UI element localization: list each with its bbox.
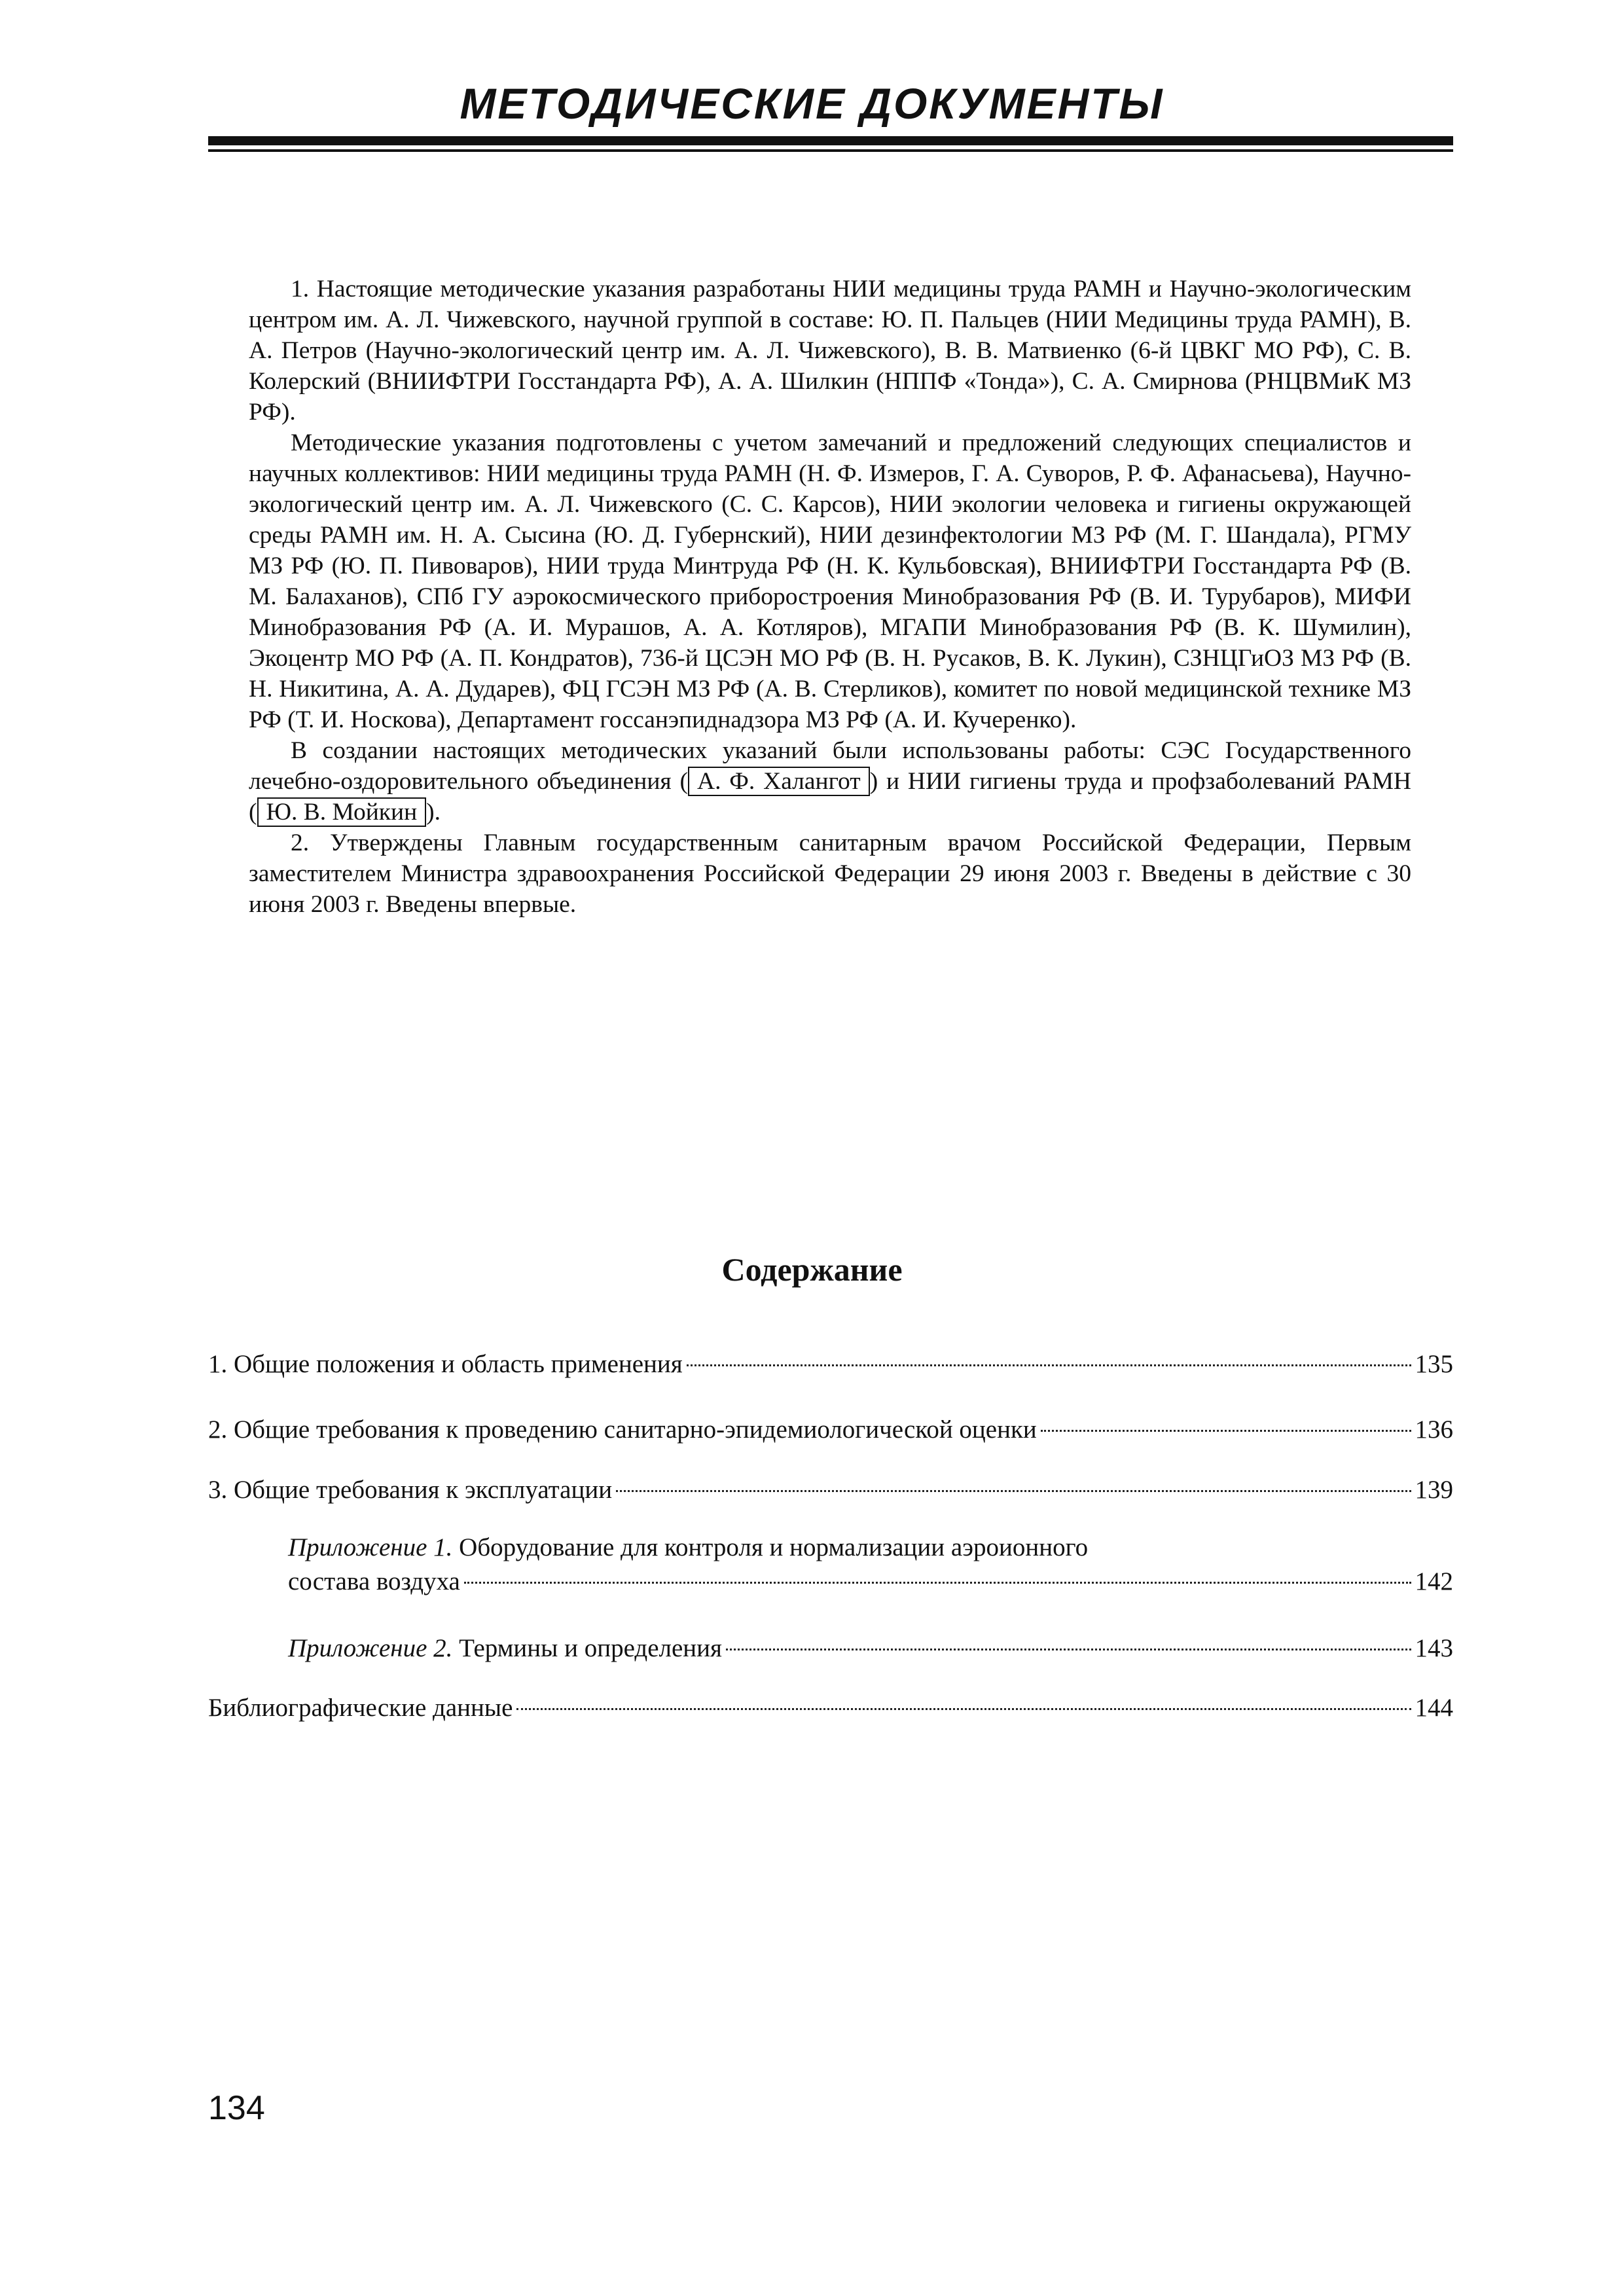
- toc-leader-dots: [1041, 1430, 1411, 1432]
- toc-leader-dots: [726, 1649, 1411, 1650]
- toc-leader-dots: [516, 1708, 1411, 1710]
- toc-item-text: 1. Общие положения и область применения: [208, 1350, 683, 1378]
- toc-item-text: 2. Общие требования к проведению санитарно-эпидемиологической оценки: [208, 1415, 1037, 1444]
- header-rule-thin: [208, 149, 1453, 152]
- toc-item-text: [288, 1633, 722, 1664]
- boxed-name-khalangot: А. Ф. Халангот: [688, 767, 870, 796]
- toc-item-text: Библиографические данные: [208, 1694, 513, 1722]
- page-header-title: МЕТОДИЧЕСКИЕ ДОКУМЕНТЫ: [460, 79, 1164, 128]
- page-number: 134: [208, 2089, 265, 2127]
- toc-item[interactable]: [208, 1414, 1453, 1446]
- intro-paragraph-1: 1. Настоящие методические указания разработаны НИИ медицины труда РАМН и Научно-экологическим центром им. А. Л. Чижевского, научной группой в составе: Ю. П. Пальцев (НИИ Медицины труда РАМН), В. А. Петров (Научно-экологический центр им. А. Л. Чижевского), В. В. Матвиенко (6-й ЦВКГ МО РФ), С. В. Колерский (ВНИИФТРИ Госстандарта РФ), А. А. Шилкин (НППФ «Тонда»), С. А. Смирнова (РНЦВМиК МЗ РФ).: [249, 276, 1411, 426]
- toc-leader-dots: [464, 1582, 1411, 1584]
- toc-item-page: 136: [1415, 1415, 1453, 1444]
- toc-item-page: 135: [1415, 1350, 1453, 1378]
- toc-item-page: 144: [1415, 1694, 1453, 1722]
- toc-title: Содержание: [721, 1251, 903, 1288]
- toc-appendix-1[interactable]: [288, 1532, 1453, 1563]
- toc-item[interactable]: [208, 1692, 1453, 1724]
- toc-item-page: 139: [1415, 1476, 1453, 1504]
- toc-leader-dots: [616, 1490, 1411, 1492]
- boxed-name-moykin: Ю. В. Мойкин: [257, 797, 427, 827]
- header-rule-thick: [208, 136, 1453, 145]
- toc-appendix-text: Оборудование для контроля и нормализации аэроионного: [452, 1533, 1089, 1561]
- toc-leader-dots: [687, 1364, 1411, 1366]
- toc-item-text: 3. Общие требования к эксплуатации: [208, 1476, 613, 1504]
- p3-text-middle: ) и НИИ гигиены труда и профзаболеваний РАМН (: [249, 768, 1412, 826]
- p3-text-end: ).: [426, 799, 441, 826]
- toc-item[interactable]: [208, 1349, 1453, 1380]
- intro-paragraph-3: [249, 735, 1411, 828]
- toc-item-text: состава воздуха: [288, 1567, 460, 1595]
- intro-paragraph-2: Методические указания подготовлены с учетом замечаний и предложений следующих специалистов и научных коллективов: НИИ медицины труда РАМН (Н. Ф. Измеров, Г. А. Суворов, Р. Ф. Афанасьева), Научно-экологический центр им. А. Л. Чижевского (С. С. Карсов), НИИ экологии человека и гигиены окружающей среды РАМН им. Н. А. Сысина (Ю. Д. Губернский), НИИ дезинфектологии МЗ РФ (М. Г. Шандала), РГМУ МЗ РФ (Ю. П. Пивоваров), НИИ труда Минтруда РФ (Н. К. Кульбовская), ВНИИФТРИ Госстандарта РФ (В. М. Балаханов), СПб ГУ аэрокосмического приборостроения Минобразования РФ (В. И. Турубаров), МИФИ Минобразования РФ (А. И. Мурашов, А. А. Котляров), МГАПИ Минобразования РФ (В. К. Шумилин), Экоцентр МО РФ (А. П. Кондратов), 736-й ЦСЭН МО РФ (В. Н. Русаков, В. К. Лукин), СЗНЦГиОЗ МЗ РФ (В. Н. Никитина, А. А. Дударев), ФЦ ГСЭН МЗ РФ (А. В. Стерликов), комитет по новой медицинской технике МЗ РФ (Т. И. Носкова), Департамент госсанэпиднадзора МЗ РФ (А. И. Кучеренко).: [249, 429, 1411, 733]
- intro-text: [249, 274, 1411, 920]
- toc-appendix-label: Приложение 1.: [288, 1533, 453, 1561]
- toc-appendix-label: Приложение 2.: [288, 1634, 453, 1662]
- intro-paragraph-4: 2. Утверждены Главным государственным санитарным врачом Российской Федерации, Первым заместителем Министра здравоохранения Российской Федерации 29 июня 2003 г. Введены в действие с 30 июня 2003 г. Введены впервые.: [249, 829, 1411, 918]
- toc-item-page: 142: [1415, 1567, 1453, 1595]
- toc-item[interactable]: [208, 1474, 1453, 1506]
- p3-text-start: В создании настоящих методических указаний были использованы работы: СЭС Государственного лечебно-оздоровительного объединения (: [249, 737, 1411, 795]
- toc-item-page: 143: [1415, 1634, 1453, 1662]
- toc-appendix-2[interactable]: [288, 1633, 1453, 1664]
- toc-appendix-1-continuation[interactable]: [288, 1566, 1453, 1597]
- toc-appendix-text: Термины и определения: [452, 1634, 722, 1662]
